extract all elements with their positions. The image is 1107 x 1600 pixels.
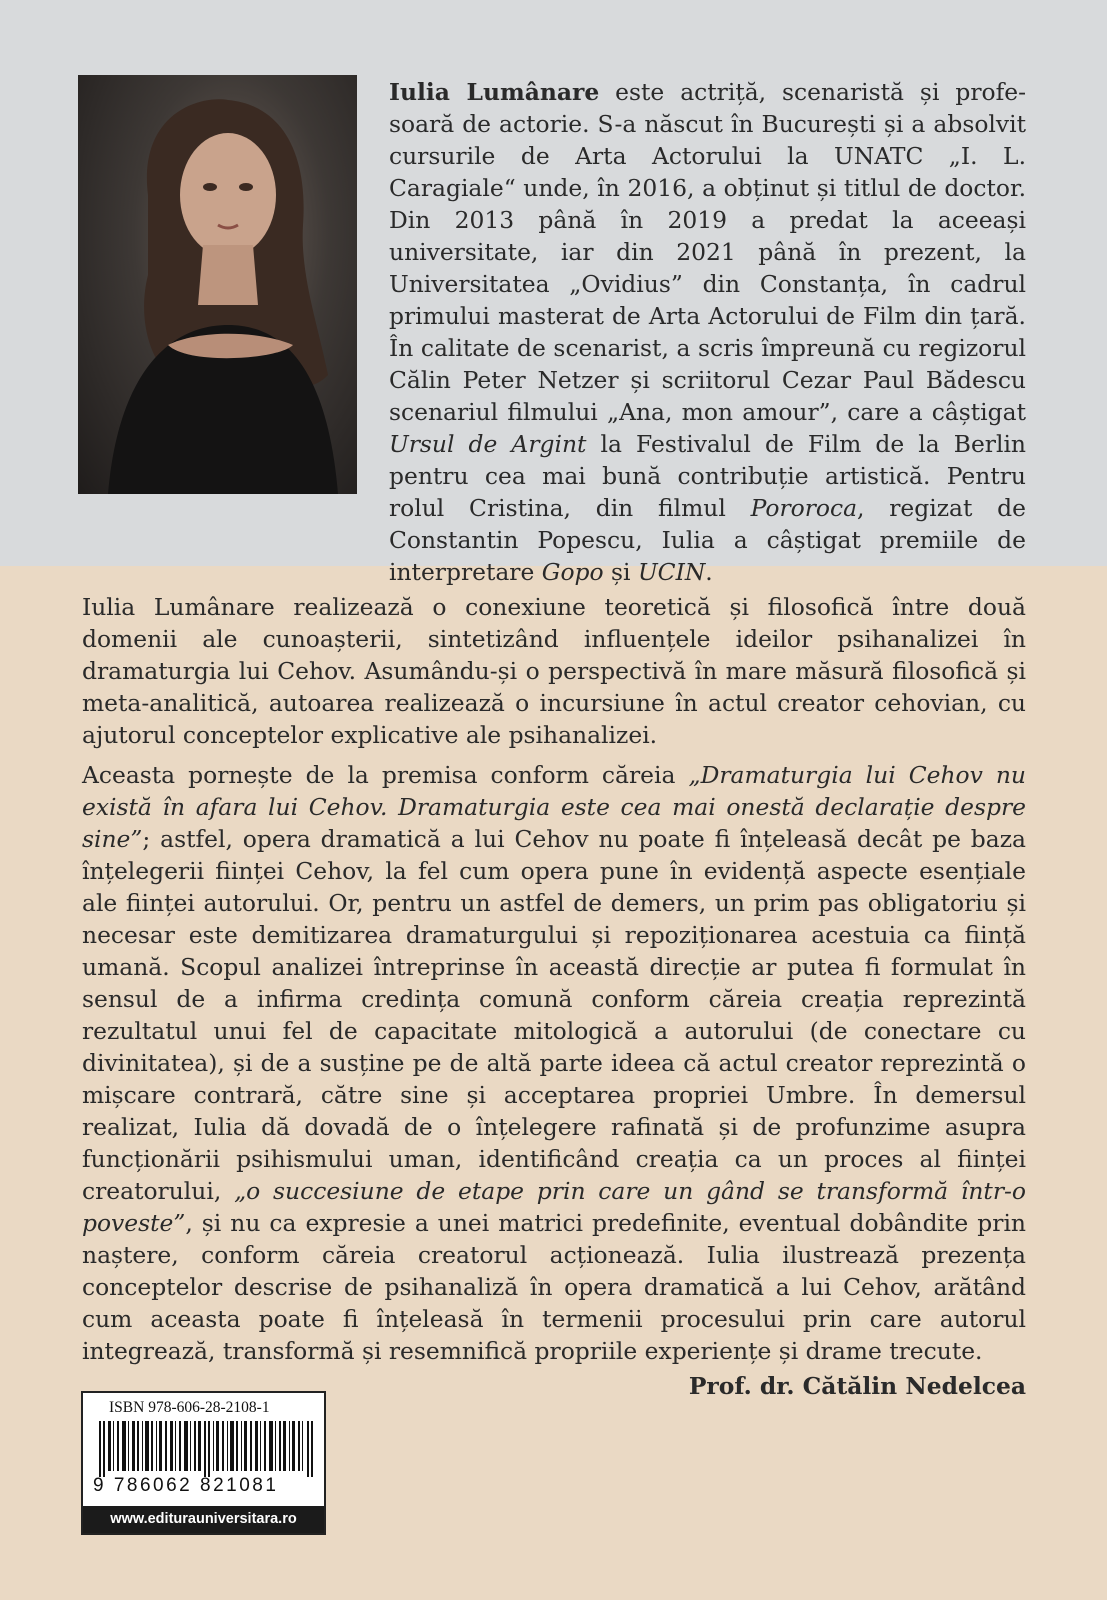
award-name: Ursul de Argint xyxy=(389,430,587,458)
bio-text-1: este actriță, scenaristă și profe-soară de actorie. S-a născut în București și a absolvit cursurile de Arta Actorului la UNATC „I. L. Caragiale“ unde, în 2016, a obținut și titlul de doctor. Din 2013 până în 2019 a predat la aceeași universitate, iar din 2021 până în prezent, la Universitatea „Ovidius” din Constanța, în cadrul primului masterat de Arta Actorului de Film din țară. În calitate de scenarist, a scris împreună cu regizorul Călin Peter Netzer și scriitorul Cezar Paul Bădescu scenariul filmului „Ana, mon amour”, care a câștigat xyxy=(389,78,1026,426)
prize-gopo: Gopo xyxy=(541,558,604,586)
isbn-label: ISBN 978-606-28-2108-1 xyxy=(109,1399,270,1416)
reviewer-signature: Prof. dr. Cătălin Nedelcea xyxy=(688,1372,1026,1400)
bio-text-3: , regizat de Constantin Popescu, Iulia a câștigat premiile de interpretare xyxy=(389,494,1026,586)
p2-start: Aceasta pornește de la premisa conform căreia xyxy=(82,761,689,789)
barcode xyxy=(99,1421,315,1477)
p2-end: , și nu ca expresie a unei matrici predefinite, eventual dobândite prin naștere, conform căreia creatorul acționează. Iulia ilustrează prezența conceptelor descrise de psihanaliză în opera dramatică a lui Cehov, arătând cum aceasta poate fi înțeleasă în termenii procesului prin care autorul integrează, transformă și resemnifică propriile experiențe și drame trecute. xyxy=(82,1209,1026,1365)
isbn-digits: 9 786062 821081 xyxy=(93,1475,279,1496)
p2-quote: „Dramaturgia lui Cehov nu există în afara lui Cehov. Dramaturgia este cea mai onestă declarație despre sine” xyxy=(82,761,1026,853)
book-description xyxy=(82,591,1026,1375)
film-name: Pororoca xyxy=(750,494,858,522)
bio-and: și xyxy=(603,558,638,586)
p2-mid: ; astfel, opera dramatică a lui Cehov nu poate fi înțeleasă decât pe baza înțelegerii ființei Cehov, la fel cum opera pune în evidență aspecte esențiale ale ființei autorului. Or, pentru un astfel de demers, un prim pas obligatoriu și necesar este demitizarea dramaturgului și repoziționarea acestuia ca ființă umană. Scopul analizei întreprinse în această direcție ar putea fi formulat în sensul de a infirma credința comună conform căreia creația reprezintă rezultatul unui fel de capacitate mitologică a autorului (de conectare cu divinitatea), și de a susține pe de altă parte ideea că actul creator reprezintă o mișcare contrară, către sine și acceptarea propriei Umbre. În demersul realizat, Iulia dă dovadă de o înțelegere rafinată și de profunzime asupra funcționării psihismului uman, identificând creația ca un proces al ființei creatorului, xyxy=(82,825,1026,1205)
prize-ucin: UCIN xyxy=(637,558,706,586)
author-bio xyxy=(389,76,1026,588)
author-name: Iulia Lumânare xyxy=(389,78,600,106)
publisher-website[interactable]: www.editurauniversitara.ro xyxy=(83,1506,324,1533)
author-photo xyxy=(78,75,357,494)
p2-quote-2: „o succesiune de etape prin care un gând se transformă într-o poveste” xyxy=(82,1177,1026,1237)
bio-end: . xyxy=(705,558,713,586)
isbn-box xyxy=(81,1391,326,1535)
description-paragraph-1: Iulia Lumânare realizează o conexiune teoretică și filosofică între două domenii ale cunoașterii, sintetizând influențele ideilor psihanalizei în dramaturgia lui Cehov. Asumându-și o perspectivă în mare măsură filosofică și meta-analitică, autoarea realizează o incursiune în actul creator cehovian, cu ajutorul conceptelor explicative ale psihanalizei. xyxy=(82,593,1026,749)
bio-text-2: la Festivalul de Film de la Berlin pentru cea mai bună contribuție artistică. Pentru rolul Cristina, din filmul xyxy=(389,430,1026,522)
description-paragraph-2 xyxy=(82,759,1026,1367)
